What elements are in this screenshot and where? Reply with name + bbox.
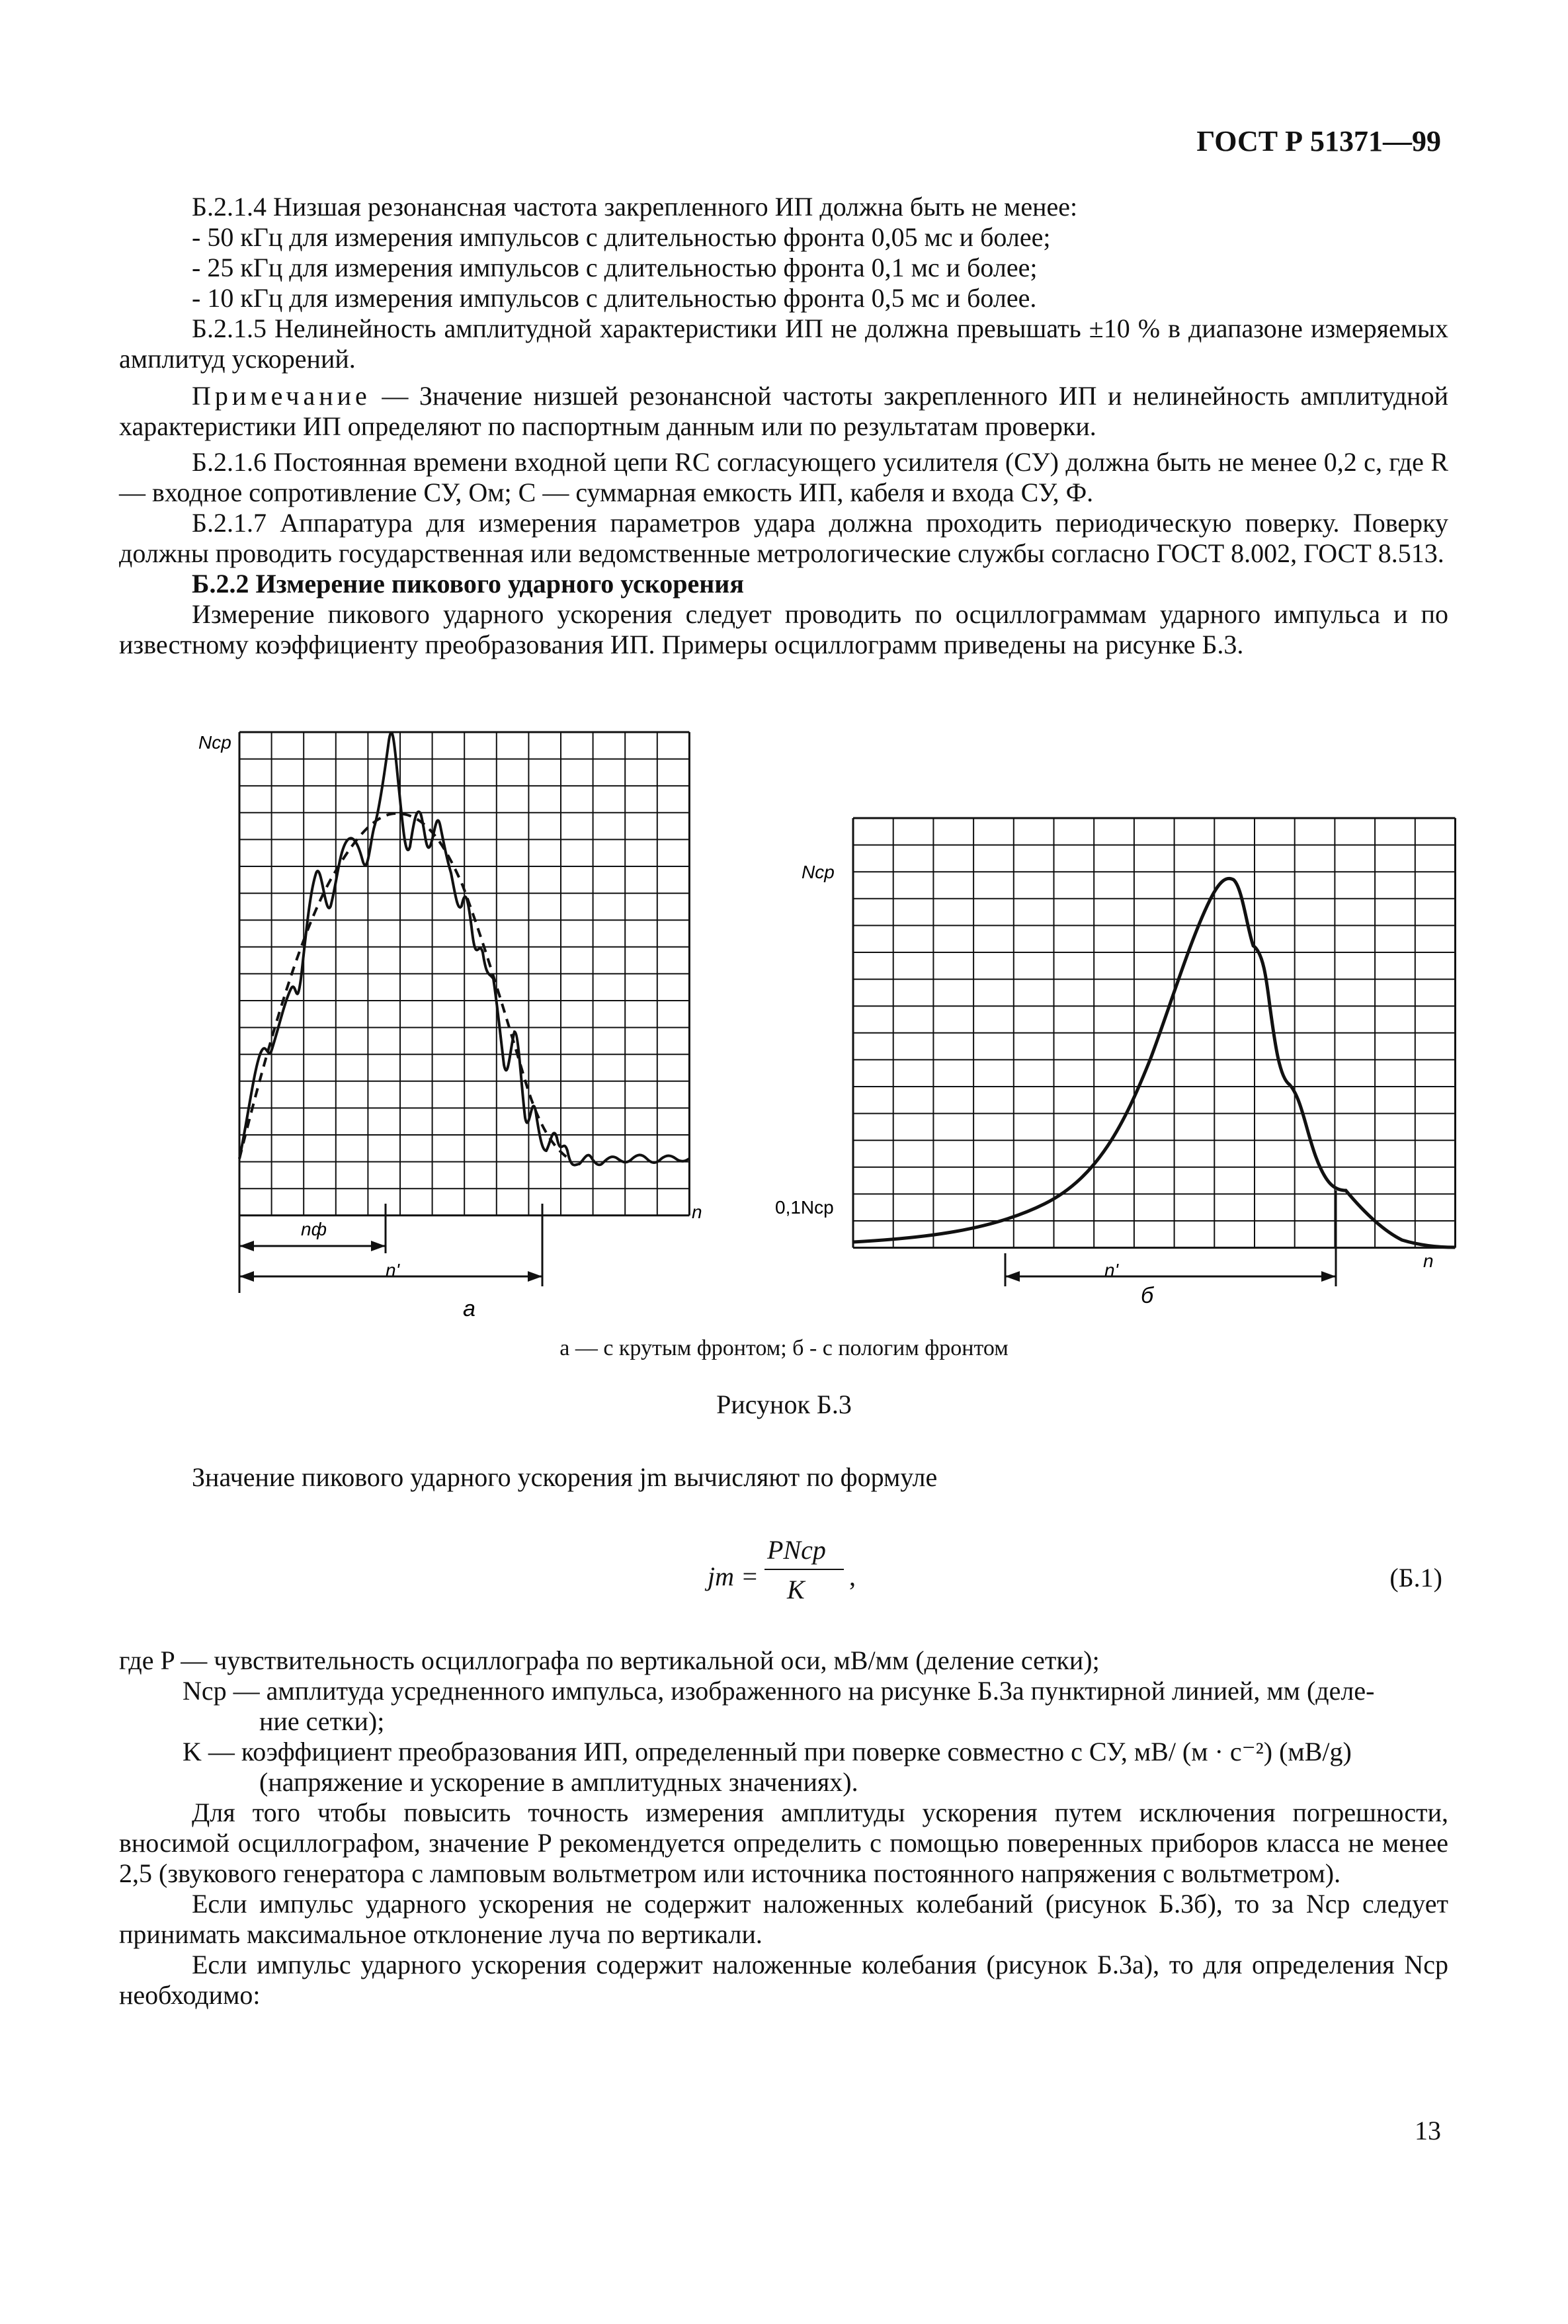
paragraph-accuracy: Для того чтобы повысить точность измерения амплитуды ускорения путем исключения погрешности, вносимой осциллографом, значение P рекомендуется определить с помощью поверенных приборов класса не менее 2,5 (звукового генератора с ламповым вольтметром или источника постоянного напряжения с вольтметром).: [119, 1798, 1448, 1888]
arrowhead: [1321, 1271, 1336, 1282]
oscillogram-b-panel-label: б: [1141, 1283, 1154, 1308]
arrowhead: [1005, 1271, 1020, 1282]
page-number: 13: [1415, 2116, 1441, 2145]
fraction-bar: [764, 1569, 844, 1570]
document-code-header: ГОСТ Р 51371—99: [1196, 125, 1441, 157]
oscillogram-b-x-label: n: [1423, 1251, 1434, 1271]
oscillogram-a-grid: [239, 732, 689, 1216]
formula-trail: ,: [849, 1561, 856, 1591]
definition-k: K — коэффициент преобразования ИП, определенный при поверке совместно с СУ, мВ/ (м · с⁻²) (мВ/g): [183, 1737, 1352, 1766]
paragraph-b2-1-6: Б.2.1.6 Постоянная времени входной цепи RC согласующего усилителя (СУ) должна быть не менее 0,2 с, где R — входное сопротивление СУ, Ом; С — суммарная емкость ИП, кабеля и входа СУ, Ф.: [119, 447, 1448, 507]
oscillogram-a-front-label: nф: [301, 1219, 327, 1239]
oscillogram-b-grid: [853, 818, 1456, 1248]
oscillogram-a-span-label: n': [386, 1260, 399, 1280]
oscillogram-a-x-label: n: [692, 1202, 702, 1222]
paragraph-b2-1-4: Б.2.1.4 Низшая резонансная частота закрепленного ИП должна быть не менее:: [192, 192, 1078, 222]
oscillogram-a-panel-label: а: [463, 1296, 475, 1321]
paragraph-no-oscillations: Если импульс ударного ускорения не содержит наложенных колебаний (рисунок Б.3б), то за Nср следует принимать максимальное отклонение луча по вертикали.: [119, 1889, 1448, 1949]
list-item: - 25 кГц для измерения импульсов с длительностью фронта 0,1 мс и более;: [192, 253, 1038, 282]
paragraph-with-oscillations: Если импульс ударного ускорения содержит наложенные колебания (рисунок Б.3а), то для определения Nср необходимо:: [119, 1950, 1448, 2010]
definition-n: Nср — амплитуда усредненного импульса, изображенного на рисунке Б.3а пунктирной линией, мм (деле-: [183, 1676, 1375, 1706]
list-item: - 10 кГц для измерения импульсов с длительностью фронта 0,5 мс и более.: [192, 283, 1037, 313]
formula-lhs: jm =: [708, 1561, 759, 1591]
figure-title: Рисунок Б.3: [716, 1390, 852, 1419]
arrowhead: [239, 1241, 254, 1251]
definition-k-cont: (напряжение и ускорение в амплитудных значениях).: [259, 1767, 858, 1797]
oscillogram-a-average-dashed: [239, 813, 569, 1159]
definitions: [119, 1645, 1448, 2011]
list-item: - 50 кГц для измерения импульсов с длительностью фронта 0,05 мс и более;: [192, 222, 1051, 252]
paragraph-b2-1-5: Б.2.1.5 Нелинейность амплитудной характеристики ИП не должна превышать ±10 % в диапазоне измеряемых амплитуд ускорений.: [119, 313, 1448, 374]
formula-denominator: K: [787, 1575, 805, 1604]
paragraph-b2-2: Измерение пикового ударного ускорения следует проводить по осциллограммам ударного импульса и по известному коэффициенту преобразования ИП. Примеры осциллограмм приведены на рисунке Б.3.: [119, 599, 1448, 659]
note-text: — Значение низшей резонансной частоты закрепленного ИП и нелинейность амплитудной характеристики ИП определяют по паспортным данным или по результатам проверки.: [119, 381, 1448, 441]
figure-caption: а — с крутым фронтом; б - с пологим фронтом: [559, 1336, 1009, 1360]
oscillogram-a-y-label: Nср: [198, 732, 231, 753]
oscillogram-b-span-label: n': [1104, 1260, 1118, 1280]
formula-intro: Значение пикового ударного ускорения jm вычисляют по формуле: [192, 1462, 938, 1492]
formula-number: (Б.1): [1389, 1563, 1442, 1593]
arrowhead: [371, 1241, 386, 1251]
formula-b1: [708, 1534, 880, 1614]
oscillogram-b-signal: [853, 878, 1455, 1247]
oscillogram-b-y-label-top: Nср: [802, 862, 835, 882]
section-title-b2-2: Б.2.2 Измерение пикового ударного ускорения: [192, 569, 744, 599]
oscillogram-b-y-label-low: 0,1Nср: [775, 1197, 834, 1218]
note-label: Примечание: [192, 381, 371, 411]
paragraph-b2-1-7: Б.2.1.7 Аппаратура для измерения параметров удара должна проходить периодическую поверку. Поверку должны проводить государственная или ведомственные метрологические службы согласно ГОСТ 8.002, ГОСТ 8.513.: [119, 508, 1448, 568]
formula-numerator: PNср: [767, 1535, 826, 1565]
arrowhead: [528, 1271, 542, 1282]
definition-n-cont: ние сетки);: [259, 1706, 385, 1736]
definition-p: где P — чувствительность осциллографа по вертикальной оси, мВ/мм (деление сетки);: [119, 1645, 1100, 1675]
arrowhead: [239, 1271, 254, 1282]
